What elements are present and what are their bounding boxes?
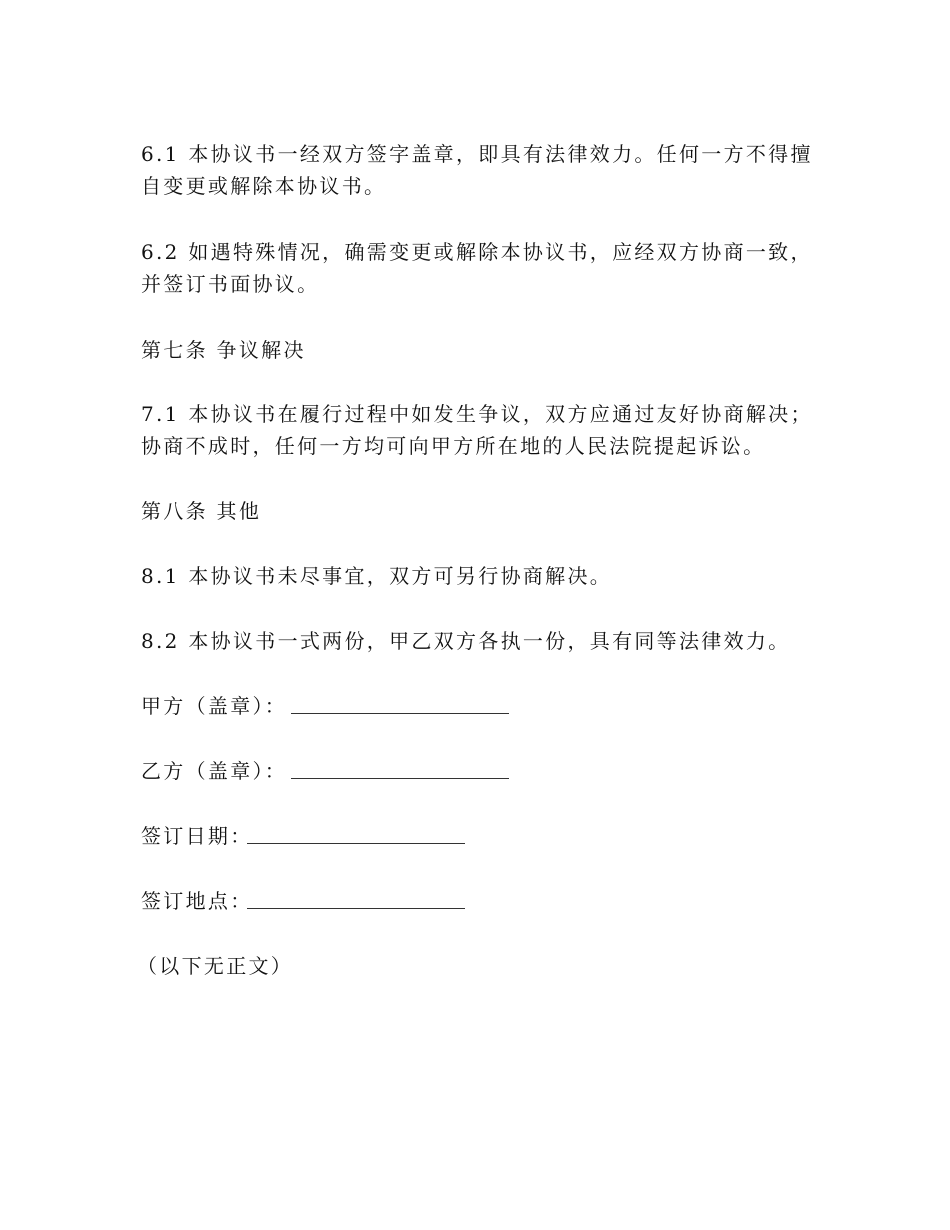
article-7-heading-text: 第七条 争议解决 [141, 338, 306, 362]
article-8-heading [141, 495, 806, 527]
party-a-signature-line[interactable] [291, 713, 509, 714]
party-b-signature [141, 755, 806, 787]
article-7-heading [141, 334, 806, 366]
clause-6-2 [141, 236, 813, 300]
signing-date [141, 820, 806, 852]
signing-place [141, 885, 806, 917]
signing-date-label: 签订日期： [141, 824, 253, 848]
party-b-signature-line[interactable] [291, 778, 509, 779]
clause-7-1 [141, 398, 813, 462]
clause-7-1-line-2: 协商不成时，任何一方均可向甲方所在地的人民法院提起诉讼。 [141, 434, 766, 458]
signing-place-line[interactable] [247, 908, 465, 909]
signing-place-label: 签订地点： [141, 889, 253, 913]
clause-8-1-text: 8.1 本协议书未尽事宜，双方可另行协商解决。 [141, 564, 613, 588]
closing-note [137, 950, 802, 982]
party-b-label: 乙方（盖章）： [141, 759, 288, 783]
clause-8-1 [141, 560, 806, 592]
signing-date-line[interactable] [247, 843, 465, 844]
clause-7-1-line-1: 7.1 本协议书在履行过程中如发生争议，双方应通过友好协商解决； [141, 402, 813, 426]
clause-8-2-text: 8.2 本协议书一式两份，甲乙双方各执一份，具有同等法律效力。 [141, 629, 791, 653]
clause-6-2-line-1: 6.2 如遇特殊情况，确需变更或解除本协议书，应经双方协商一致， [141, 240, 813, 264]
closing-note-text: （以下无正文） [137, 954, 294, 978]
clause-6-2-line-2: 并签订书面协议。 [141, 272, 320, 296]
party-a-signature [141, 690, 806, 722]
clause-6-1-line-2: 自变更或解除本协议书。 [141, 174, 387, 198]
clause-8-2 [141, 625, 806, 657]
clause-6-1-line-1: 6.1 本协议书一经双方签字盖章，即具有法律效力。任何一方不得擅 [141, 142, 813, 166]
party-a-label: 甲方（盖章）： [141, 694, 288, 718]
clause-6-1 [141, 138, 813, 202]
article-8-heading-text: 第八条 其他 [141, 499, 262, 523]
